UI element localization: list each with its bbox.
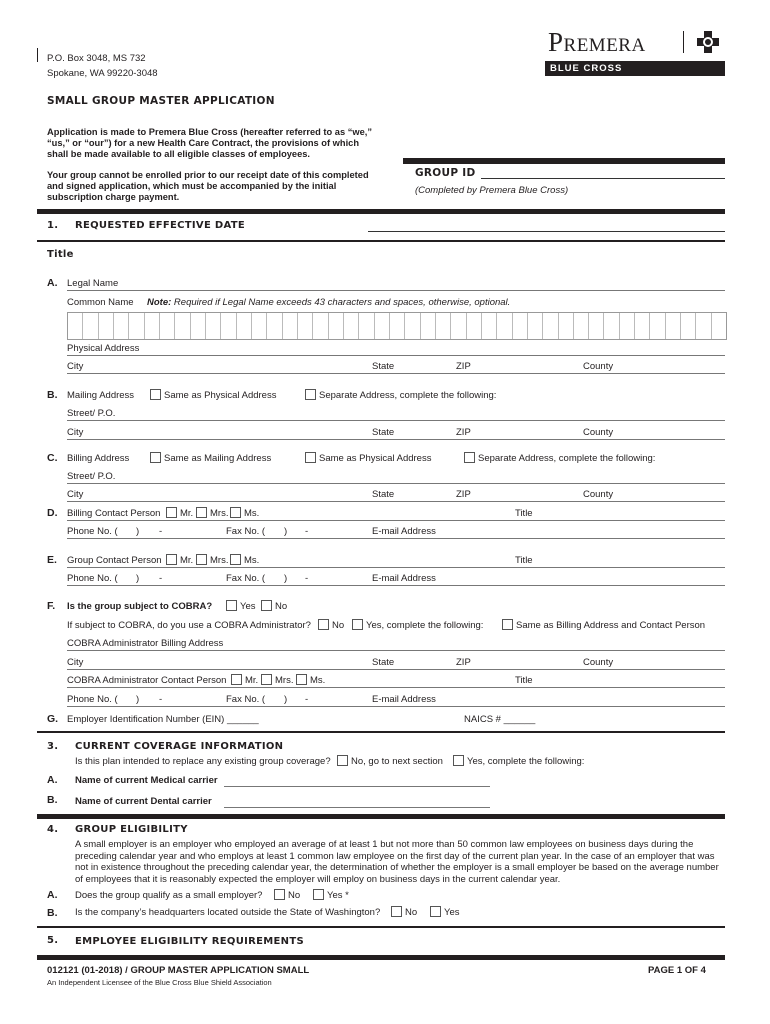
phone-line[interactable] [67,538,725,539]
phone-paren: ) [136,694,140,705]
state-label: State [372,489,395,500]
letter-e: E. [47,554,57,566]
zip-label: ZIP [456,361,471,372]
phone-line[interactable] [67,706,725,707]
group-id-bar [403,158,725,164]
group-contact-label: Group Contact Person [67,555,162,566]
phone-line[interactable] [67,585,725,586]
common-name-note [147,297,510,308]
fax-paren: ) [284,573,288,584]
section-5-bar [37,926,725,928]
letter-a: A. [47,774,58,786]
small-employer-no-label: No [288,890,301,901]
cobra-contact-label: COBRA Administrator Contact Person [67,675,227,686]
footer-bar [37,955,725,960]
cobra-no-label: No [275,601,288,612]
city-label: City [67,361,84,372]
physical-address-label: Physical Address [67,343,140,354]
headquarters-yes-checkbox[interactable] [430,906,441,917]
mrs-label: Mrs. [210,555,229,566]
state-label: State [372,427,395,438]
cobra-admin-yes-label: Yes, complete the following: [366,620,484,631]
note-bold: Note: [147,297,172,308]
cobra-admin-yes-checkbox[interactable] [352,619,363,630]
same-physical-checkbox[interactable] [305,452,316,463]
dental-carrier-field[interactable] [224,807,490,808]
ms-checkbox[interactable] [296,674,307,685]
county-label: County [583,427,614,438]
state-label: State [372,657,395,668]
title-label: Title [515,675,533,686]
letter-g: G. [47,713,59,725]
zip-label: ZIP [456,657,471,668]
headquarters-no-checkbox[interactable] [391,906,402,917]
section-5-number: 5. [47,935,59,946]
replace-yes-checkbox[interactable] [453,755,464,766]
headquarters-question: Is the company’s headquarters located outside the State of Washington? [75,907,381,918]
letter-b: B. [47,907,58,919]
intro-paragraph-2: Your group cannot be enrolled prior to our receipt date of this completed and signed application, which must be accompanied by the initial subscription charge payment. [47,170,369,203]
section-3-title: CURRENT COVERAGE INFORMATION [75,741,284,752]
group-id-field[interactable] [481,178,725,179]
replace-coverage-question: Is this plan intended to replace any existing group coverage? [75,756,331,767]
zip-label: ZIP [456,427,471,438]
county-label: County [583,657,614,668]
contact-line[interactable] [67,520,725,521]
cobra-same-label: Same as Billing Address and Contact Person [516,620,706,631]
replace-no-label: No, go to next section [351,756,443,767]
same-mailing-checkbox[interactable] [150,452,161,463]
billing-address-label: Billing Address [67,453,130,464]
billing-contact-label: Billing Contact Person [67,508,161,519]
fax-dash: - [305,694,309,705]
email-label: E-mail Address [372,526,436,537]
section-2-title: Title [47,249,74,260]
phone-paren: ) [136,526,140,537]
letter-b: B. [47,389,58,401]
note-text: Required if Legal Name exceeds 43 characters and spaces, otherwise, optional. [171,297,511,308]
phone-dash: - [159,694,163,705]
phone-label: Phone No. ( [67,573,118,584]
logo-divider [683,31,684,53]
replace-yes-label: Yes, complete the following: [467,756,585,767]
address-line2: Spokane, WA 99220-3048 [47,68,158,79]
mr-checkbox[interactable] [166,507,177,518]
ms-label: Ms. [310,675,326,686]
mrs-checkbox[interactable] [261,674,272,685]
form-number: 012121 (01-2018) / GROUP MASTER APPLICATION SMALL [47,965,310,976]
letter-b: B. [47,794,58,806]
cobra-no-checkbox[interactable] [261,600,272,611]
phone-paren: ) [136,573,140,584]
section-1-title: REQUESTED EFFECTIVE DATE [75,220,245,231]
small-employer-paragraph: A small employer is an employer who employed an average of at least 1 but not more than 50 common law employees on business days during the preceding calendar year and who employs at least 1 common law employee on the first day of the current plan year. In the case of an employer that was not in existence throughout the preceding calendar year, the determination of whether the employer is a small employer be based on the average number of employees that it is reasonably expected the employer will employ on business days in the current calendar year. [75,839,719,885]
same-physical-checkbox[interactable] [150,389,161,400]
fax-paren: ) [284,526,288,537]
city-state-line[interactable] [67,669,725,670]
mr-label: Mr. [180,555,194,566]
logo-sub-text: BLUE CROSS [550,63,623,74]
city-state-line[interactable] [67,373,725,374]
medical-carrier-field[interactable] [224,786,490,787]
ms-checkbox[interactable] [230,554,241,565]
cobra-same-checkbox[interactable] [502,619,513,630]
city-label: City [67,489,84,500]
intro-paragraph: Application is made to Premera Blue Cross (hereafter referred to as “we,” “us,” or “our”) for a new Health Care Contract, the provisions of which shall be made available to all eligible classes of employees. [47,127,372,160]
city-label: City [67,427,84,438]
mr-label: Mr. [245,675,259,686]
legal-name-label: Legal Name [67,278,119,289]
page-number: PAGE 1 OF 4 [648,965,706,976]
address-line1: P.O. Box 3048, MS 732 [47,53,146,64]
cobra-billing-label: COBRA Administrator Billing Address [67,638,224,649]
letter-a: A. [47,889,58,901]
contact-line[interactable] [67,687,725,688]
phone-label: Phone No. ( [67,694,118,705]
mrs-checkbox[interactable] [196,507,207,518]
contact-line[interactable] [67,567,725,568]
fax-paren: ) [284,694,288,705]
headquarters-yes-label: Yes [444,907,460,918]
fax-dash: - [305,573,309,584]
address-marker [37,48,38,62]
small-employer-yes-checkbox[interactable] [313,889,324,900]
same-physical-label: Same as Physical Address [319,453,432,464]
cobra-yes-checkbox[interactable] [226,600,237,611]
same-physical-label: Same as Physical Address [164,390,277,401]
section-3-bar [37,731,725,733]
phone-dash: - [159,573,163,584]
premera-logo: Premera [548,27,646,57]
common-name-label: Common Name [67,297,134,308]
cobra-admin-no-label: No [332,620,345,631]
mrs-checkbox[interactable] [196,554,207,565]
mrs-label: Mrs. [210,508,229,519]
section-2-bar [37,240,725,242]
ms-checkbox[interactable] [230,507,241,518]
ms-label: Ms. [244,555,260,566]
ms-label: Ms. [244,508,260,519]
section-1-number: 1. [47,220,59,231]
letter-c: C. [47,452,58,464]
separate-address-label: Separate Address, complete the following: [319,390,497,401]
section-5-title: EMPLOYEE ELIGIBILITY REQUIREMENTS [75,936,304,947]
street-field[interactable] [67,483,725,484]
city-state-line[interactable] [67,439,725,440]
common-name-grid[interactable] [67,312,727,340]
blue-cross-shield-icon [695,29,721,58]
letter-a: A. [47,277,58,289]
licensee-note: An Independent Licensee of the Blue Cross Blue Shield Association [47,978,272,987]
mailing-address-label: Mailing Address [67,390,135,401]
section-4-number: 4. [47,824,59,835]
section-4-bar [37,814,725,819]
effective-date-field[interactable] [368,231,725,232]
group-id-label: GROUP ID [415,167,476,179]
email-label: E-mail Address [372,694,436,705]
phone-dash: - [159,526,163,537]
group-id-note: (Completed by Premera Blue Cross) [415,185,569,196]
section-4-title: GROUP ELIGIBILITY [75,824,188,835]
letter-d: D. [47,507,58,519]
legal-name-field[interactable] [67,290,725,291]
page-title: SMALL GROUP MASTER APPLICATION [47,95,275,107]
cobra-yes-label: Yes [240,601,256,612]
fax-label: Fax No. ( [226,526,266,537]
street-field[interactable] [67,420,725,421]
section-1-bar [37,209,725,214]
headquarters-no-label: No [405,907,418,918]
cobra-billing-field[interactable] [67,650,725,651]
letter-f: F. [47,600,56,612]
same-mailing-label: Same as Mailing Address [164,453,272,464]
county-label: County [583,489,614,500]
naics-label[interactable]: NAICS # ______ [464,714,536,725]
phone-label: Phone No. ( [67,526,118,537]
zip-label: ZIP [456,489,471,500]
city-state-line[interactable] [67,501,725,502]
title-label: Title [515,508,533,519]
small-employer-question: Does the group qualify as a small employer? [75,890,263,901]
fax-label: Fax No. ( [226,694,266,705]
mr-checkbox[interactable] [166,554,177,565]
small-employer-no-checkbox[interactable] [274,889,285,900]
cobra-admin-no-checkbox[interactable] [318,619,329,630]
mr-checkbox[interactable] [231,674,242,685]
title-label: Title [515,555,533,566]
separate-address-checkbox[interactable] [464,452,475,463]
mr-label: Mr. [180,508,194,519]
street-label: Street/ P.O. [67,408,116,419]
mrs-label: Mrs. [275,675,294,686]
state-label: State [372,361,395,372]
separate-address-label: Separate Address, complete the following: [478,453,656,464]
small-employer-yes-label: Yes * [327,890,349,901]
email-label: E-mail Address [372,573,436,584]
separate-address-checkbox[interactable] [305,389,316,400]
cobra-question: Is the group subject to COBRA? [67,601,213,612]
cobra-admin-question: If subject to COBRA, do you use a COBRA Administrator? [67,620,311,631]
replace-no-checkbox[interactable] [337,755,348,766]
medical-carrier-label: Name of current Medical carrier [75,775,218,786]
section-3-number: 3. [47,741,59,752]
street-label: Street/ P.O. [67,471,116,482]
city-label: City [67,657,84,668]
physical-address-field[interactable] [67,355,725,356]
county-label: County [583,361,614,372]
fax-label: Fax No. ( [226,573,266,584]
fax-dash: - [305,526,309,537]
dental-carrier-label: Name of current Dental carrier [75,796,212,807]
ein-label[interactable]: Employer Identification Number (EIN) ______ [67,714,259,725]
